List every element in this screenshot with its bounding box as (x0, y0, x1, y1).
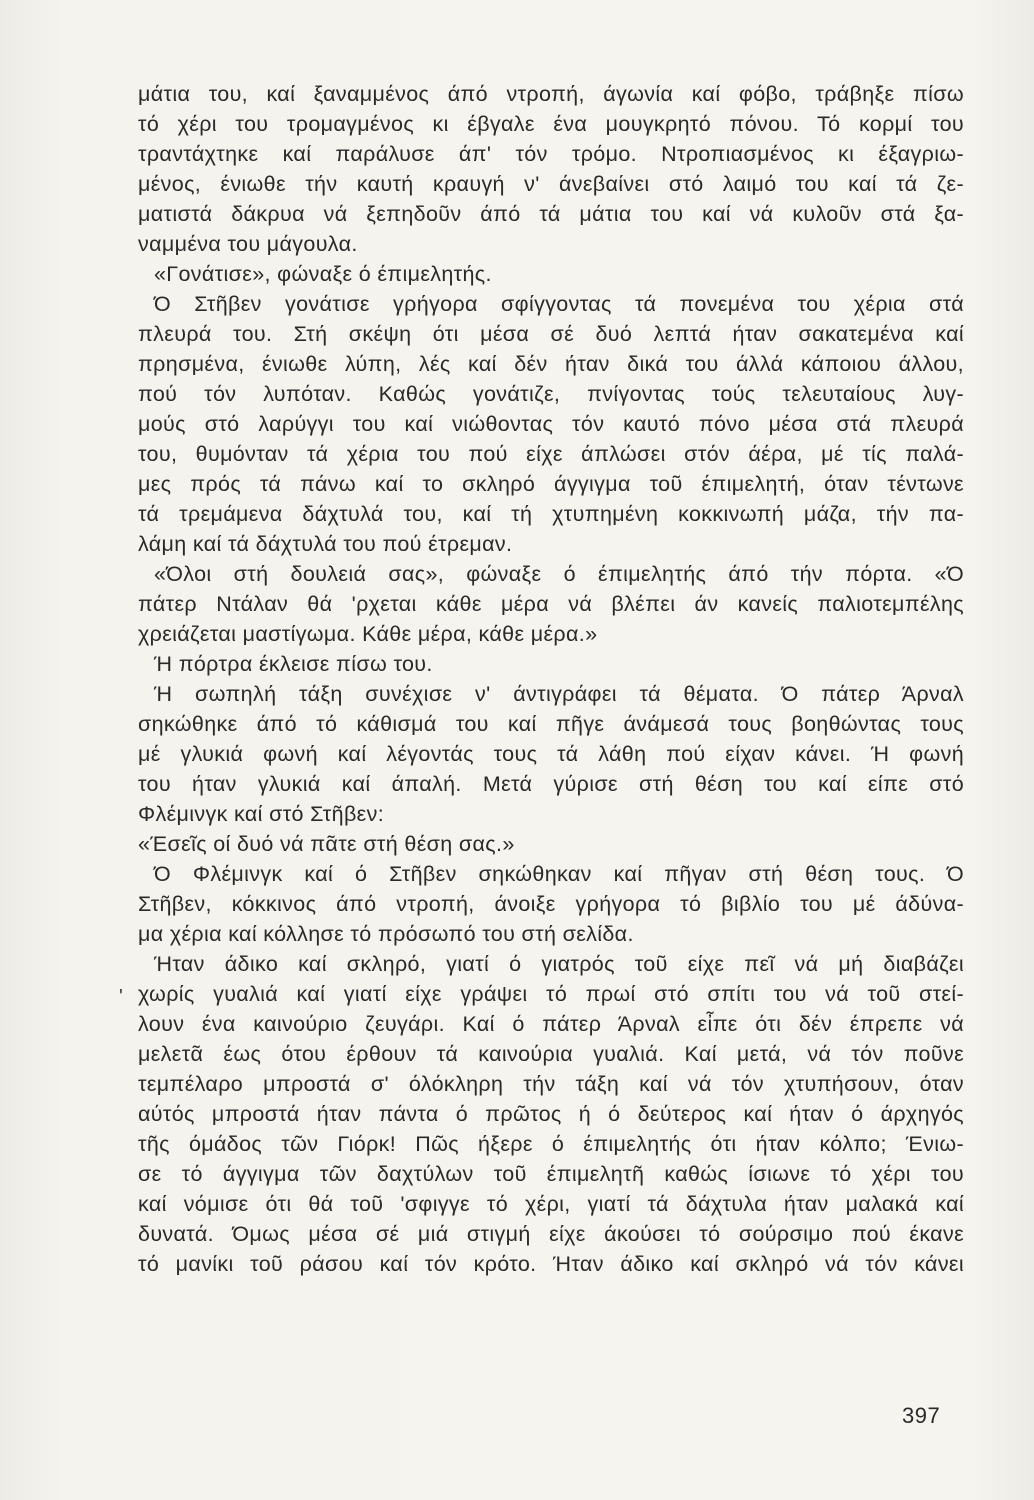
text-line: πάτερ Ντάλαν θά 'ρχεται κάθε μέρα νά βλέπει άν κανείς παλιοτεμπέλης (138, 592, 964, 616)
text-line: χρειάζεται μαστίγωμα. Κάθε μέρα, κάθε μέρα.» (138, 622, 598, 646)
text-line: Ό Στῆβεν γονάτισε γρήγορα σφίγγοντας τά πονεμένα του χέρια στά (154, 292, 964, 316)
text-line: μες πρός τά πάνω καί το σκληρό άγγιγμα τοῦ έπιμελητή, όταν τέντωνε (138, 472, 964, 496)
text-line: τό μανίκι τοῦ ράσου καί τόν κρότο. Ήταν άδικο καί σκληρό νά τόν κάνει (138, 1252, 964, 1276)
text-line: τῆς όμάδος τῶν Γιόρκ! Πῶς ήξερε ό έπιμελητής ότι ήταν κόλπο; Ένιω- (138, 1132, 964, 1156)
text-line: μα χέρια καί κόλλησε τό πρόσωπό του στή σελίδα. (138, 922, 634, 946)
text-line: του ήταν γλυκιά καί άπαλή. Μετά γύρισε στή θέση του καί είπε στό (138, 772, 964, 796)
page-number: 397 (902, 1403, 941, 1428)
text-line: πρησμένα, ένιωθε λύπη, λές καί δέν ήταν δικά του άλλά κάποιου άλλου, (138, 352, 964, 376)
text-line: ματιστά δάκρυα νά ξεπηδοῦν άπό τά μάτια του καί νά κυλοῦν στά ξα- (138, 202, 964, 226)
text-line: Ήταν άδικο καί σκληρό, γιατί ό γιατρός τοῦ είχε πεῖ νά μή διαβάζει (154, 952, 964, 976)
text-line: μελετᾶ έως ότου έρθουν τά καινούρια γυαλιά. Καί μετά, νά τόν ποῦνε (138, 1042, 964, 1066)
text-line: τεμπέλαρο μπροστά σ' όλόκληρη τήν τάξη καί νά τόν χτυπήσουν, όταν (138, 1072, 964, 1096)
text-line: αύτός μπροστά ήταν πάντα ό πρῶτος ή ό δεύτερος καί ήταν ό άρχηγός (138, 1102, 964, 1126)
text-line: σηκώθηκε άπό τό κάθισμά του καί πῆγε άνάμεσά τους βοηθώντας τους (138, 712, 964, 736)
text-line: πλευρά του. Στή σκέψη ότι μέσα σέ δυό λεπτά ήταν σακατεμένα καί (138, 322, 964, 346)
text-line: «Έσεῖς οί δυό νά πᾶτε στή θέση σας.» (138, 832, 515, 856)
text-line: λουν ένα καινούριο ζευγάρι. Καί ό πάτερ Άρναλ εἶπε ότι δέν έπρεπε νά (138, 1012, 964, 1036)
text-line: Στῆβεν, κόκκινος άπό ντροπή, άνοιξε γρήγορα τό βιβλίο του μέ άδύνα- (138, 892, 964, 916)
text-line: δυνατά. Όμως μέσα σέ μιά στιγμή είχε άκούσει τό σούρσιμο πού έκανε (138, 1222, 964, 1246)
text-line: ναμμένα του μάγουλα. (138, 232, 358, 256)
text-line: μένος, ένιωθε τήν καυτή κραυγή ν' άνεβαίνει στό λαιμό του καί τά ζε- (138, 172, 964, 196)
text-line: «Όλοι στή δουλειά σας», φώναξε ό έπιμελητής άπό τήν πόρτα. «Ό (154, 562, 964, 586)
text-line: Ή σωπηλή τάξη συνέχισε ν' άντιγράφει τά θέματα. Ό πάτερ Άρναλ (154, 682, 964, 706)
text-line: τό χέρι του τρομαγμένος κι έβγαλε ένα μουγκρητό πόνου. Τό κορμί του (138, 112, 964, 136)
text-line: πού τόν λυπόταν. Καθώς γονάτιζε, πνίγοντας τούς τελευταίους λυγ- (138, 382, 964, 406)
text-line: Φλέμινγκ καί στό Στῆβεν: (138, 802, 385, 826)
margin-mark: ' (119, 986, 123, 1008)
text-line: του, θυμόνταν τά χέρια του πού είχε άπλώσει στόν άέρα, μέ τίς παλά- (138, 442, 964, 466)
text-line: μέ γλυκιά φωνή καί λέγοντάς τους τά λάθη πού είχαν κάνει. Ή φωνή (138, 742, 964, 766)
text-line: Ό Φλέμινγκ καί ό Στῆβεν σηκώθηκαν καί πῆγαν στή θέση τους. Ό (154, 862, 964, 886)
text-line: σε τό άγγιγμα τῶν δαχτύλων τοῦ έπιμελητῆ καθώς ίσιωνε τό χέρι του (138, 1162, 964, 1186)
text-line: τά τρεμάμενα δάχτυλά του, καί τή χτυπημένη κοκκινωπή μάζα, τήν πα- (138, 502, 964, 526)
body-text (138, 79, 964, 1279)
text-line: μούς στό λαρύγγι του καί νιώθοντας τόν καυτό πόνο μέσα στά πλευρά (138, 412, 964, 436)
text-line: μάτια του, καί ξαναμμένος άπό ντροπή, άγωνία καί φόβο, τράβηξε πίσω (138, 82, 964, 106)
text-line: Ή πόρτρα έκλεισε πίσω του. (154, 652, 433, 676)
text-line: τραντάχτηκε καί παράλυσε άπ' τόν τρόμο. Ντροπιασμένος κι έξαγριω- (138, 142, 964, 166)
text-line: λάμη καί τά δάχτυλά του πού έτρεμαν. (138, 532, 513, 556)
text-line: χωρίς γυαλιά καί γιατί είχε γράψει τό πρωί στό σπίτι του νά τοῦ στεί- (138, 982, 964, 1006)
text-line: καί νόμισε ότι θά τοῦ 'σφιγγε τό χέρι, γιατί τά δάχτυλα ήταν μαλακά καί (138, 1192, 964, 1216)
text-line: «Γονάτισε», φώναξε ό έπιμελητής. (154, 262, 492, 286)
